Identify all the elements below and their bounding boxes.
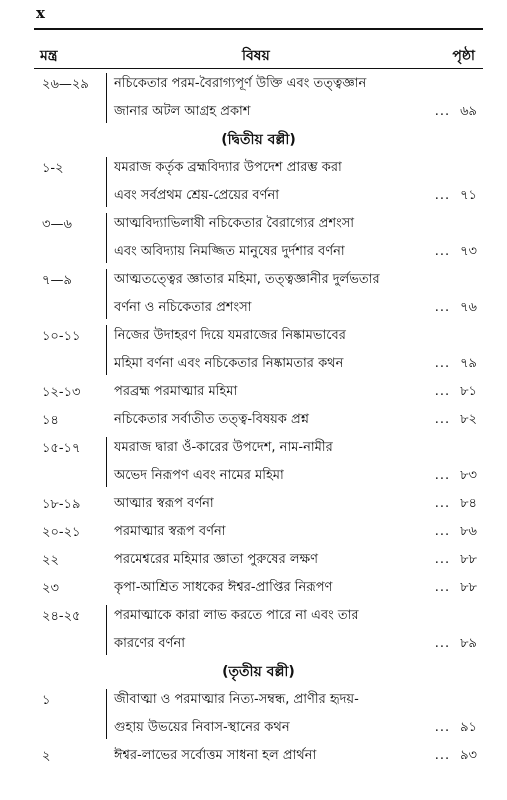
entry-description (114, 602, 399, 658)
leader-dots: ... (434, 552, 451, 567)
description-line: এবং অবিদ্যায় নিমজ্জিত মানুষের দুর্দশার বর্ণনা (114, 244, 345, 259)
leader-dots: ... (434, 300, 451, 315)
description-line: পরমাত্মাকে কারা লাভ করতে পারে না এবং তার (114, 608, 359, 623)
top-rule (34, 28, 483, 30)
description-line: নচিকেতার সর্বাতীত তত্ত্ব-বিষয়ক প্রশ্ন (114, 412, 309, 427)
page-ref-number: ৮৬ (460, 524, 477, 539)
header-subject: বিষয় (242, 48, 270, 64)
leader-dots: ... (434, 412, 451, 427)
leader-dots: ... (434, 636, 451, 651)
mantra-number: ১৮-১৯ (42, 497, 81, 512)
mantra-number: ১০-১১ (42, 329, 81, 344)
description-line: মহিমা বর্ণনা এবং নচিকেতার নিষ্কামতার কথন (114, 356, 344, 371)
leader-dots: ... (434, 720, 451, 735)
toc-entry (34, 322, 483, 378)
page-number: x (36, 4, 45, 22)
page-reference (435, 378, 477, 406)
page-reference (435, 546, 477, 574)
page-reference (435, 518, 477, 546)
page-reference (435, 238, 477, 266)
entry-description (114, 686, 399, 742)
page-reference (435, 98, 477, 126)
leader-dots: ... (434, 524, 451, 539)
page-ref-number: ৮৪ (460, 496, 477, 511)
description-line: ঈশ্বর-লাভের সর্বোত্তম সাধনা হল প্রার্থনা (114, 748, 317, 763)
page-ref-number: ৭৯ (460, 356, 477, 371)
mantra-number: ২২ (42, 553, 59, 568)
mantra-number: ১-২ (42, 161, 64, 176)
description-line: জানার অটল আগ্রহ প্রকাশ (114, 104, 251, 119)
mantra-number: ১ (42, 693, 51, 708)
leader-dots: ... (434, 244, 451, 259)
page-ref-number: ৬৯ (460, 104, 477, 119)
toc-entry (34, 210, 483, 266)
description-line: জীবাত্মা ও পরমাত্মার নিত্য-সম্বন্ধ, প্রাণীর হৃদয়- (114, 692, 359, 707)
leader-dots: ... (434, 748, 451, 763)
leader-dots: ... (434, 104, 451, 119)
toc-entry (34, 378, 483, 406)
page-ref-number: ৯৩ (460, 748, 477, 763)
toc-entry (34, 602, 483, 658)
page-ref-number: ৮৯ (460, 636, 477, 651)
entry-description (114, 378, 399, 406)
page-reference (435, 742, 477, 770)
toc-entry (34, 490, 483, 518)
description-line: কৃপা-আশ্রিত সাধকের ঈশ্বর-প্রাপ্তির নিরূপণ (114, 580, 333, 595)
page-reference (435, 714, 477, 742)
page-reference (435, 294, 477, 322)
entry-description (114, 490, 399, 518)
description-line: আত্মার স্বরূপ বর্ণনা (114, 496, 214, 511)
description-line: যমরাজ কর্তৃক ব্রহ্মবিদ্যার উপদেশ প্রারম্ভ করা (114, 160, 342, 175)
entry-description (114, 70, 399, 126)
description-line: বর্ণনা ও নচিকেতার প্রশংসা (114, 300, 252, 315)
mantra-number: ১৪ (42, 413, 59, 428)
page-ref-number: ৮১ (460, 384, 477, 399)
leader-dots: ... (434, 580, 451, 595)
description-line: আত্মতত্ত্বের জ্ঞাতার মহিমা, তত্ত্বজ্ঞানীর দুর্লভতার (114, 272, 380, 287)
page-reference (435, 350, 477, 378)
entry-description (114, 574, 399, 602)
page-ref-number: ৮২ (460, 412, 477, 427)
toc-entry (34, 574, 483, 602)
page-reference (435, 630, 477, 658)
description-line: কারণের বর্ণনা (114, 636, 186, 651)
description-line: পরমাত্মার স্বরূপ বর্ণনা (114, 524, 226, 539)
toc-entry (34, 518, 483, 546)
description-line: যমরাজ দ্বারা ওঁ-কারের উপদেশ, নাম-নামীর (114, 440, 333, 455)
page-reference (435, 462, 477, 490)
page-ref-number: ৮৮ (460, 580, 477, 595)
leader-dots: ... (434, 496, 451, 511)
entry-description (114, 210, 399, 266)
leader-dots: ... (434, 384, 451, 399)
toc-entry (34, 70, 483, 126)
section-heading: (তৃতীয় বল্লী) (222, 664, 295, 680)
description-line: পরমেশ্বরের মহিমার জ্ঞাতা পুরুষের লক্ষণ (114, 552, 318, 567)
page-reference (435, 490, 477, 518)
toc-header (34, 36, 483, 68)
leader-dots: ... (434, 188, 451, 203)
page-reference (435, 574, 477, 602)
mantra-number: ২ (42, 749, 51, 764)
description-line: এবং সর্বপ্রথম শ্রেয়-প্রেয়ের বর্ণনা (114, 188, 279, 203)
entry-description (114, 434, 399, 490)
section-heading: (দ্বিতীয় বল্লী) (221, 132, 296, 148)
header-page: পৃষ্ঠা (452, 48, 475, 64)
leader-dots: ... (434, 356, 451, 371)
toc-entry (34, 546, 483, 574)
description-line: নচিকেতার পরম-বৈরাগ্যপূর্ণ উক্তি এবং তত্ত্বজ্ঞান (114, 76, 367, 91)
description-line: অভেদ নিরূপণ এবং নামের মহিমা (114, 468, 284, 483)
page-ref-number: ৮৮ (460, 552, 477, 567)
entry-description (114, 266, 399, 322)
mantra-number: ১২-১৩ (42, 385, 81, 400)
entry-description (114, 742, 399, 770)
mantra-number: ২৬—২৯ (42, 77, 89, 92)
toc-entry (34, 266, 483, 322)
description-line: আত্মবিদ্যাভিলাষী নচিকেতার বৈরাগ্যের প্রশংসা (114, 216, 355, 231)
toc-entry (34, 686, 483, 742)
mantra-number: ২০-২১ (42, 525, 81, 540)
page-reference (435, 406, 477, 434)
description-line: গুহায় উভয়ের নিবাস-স্থানের কথন (114, 720, 290, 735)
page-ref-number: ৭৩ (460, 244, 477, 259)
mantra-number: ২৪-২৫ (42, 609, 81, 624)
mantra-number: ২৩ (42, 581, 59, 596)
entry-description (114, 546, 399, 574)
toc-entry (34, 154, 483, 210)
toc-list (34, 70, 483, 800)
page-ref-number: ৮৩ (460, 468, 477, 483)
toc-entry (34, 406, 483, 434)
mantra-number: ১৫-১৭ (42, 441, 81, 456)
mantra-number: ৩—৬ (42, 217, 72, 232)
header-rule (34, 68, 483, 69)
page-ref-number: ৭৬ (460, 300, 477, 315)
description-line: পরব্রহ্ম পরমাত্মার মহিমা (114, 384, 238, 399)
description-line: নিজের উদাহরণ দিয়ে যমরাজের নিষ্কামভাবের (114, 328, 346, 343)
entry-description (114, 518, 399, 546)
entry-description (114, 406, 399, 434)
page-ref-number: ৯১ (460, 720, 477, 735)
mantra-number: ৭—৯ (42, 273, 72, 288)
page-reference (435, 182, 477, 210)
page-ref-number: ৭১ (460, 188, 477, 203)
header-mantra: মন্ত্র (40, 48, 58, 64)
entry-description (114, 154, 399, 210)
toc-entry (34, 434, 483, 490)
leader-dots: ... (434, 468, 451, 483)
entry-description (114, 322, 399, 378)
toc-entry (34, 742, 483, 770)
